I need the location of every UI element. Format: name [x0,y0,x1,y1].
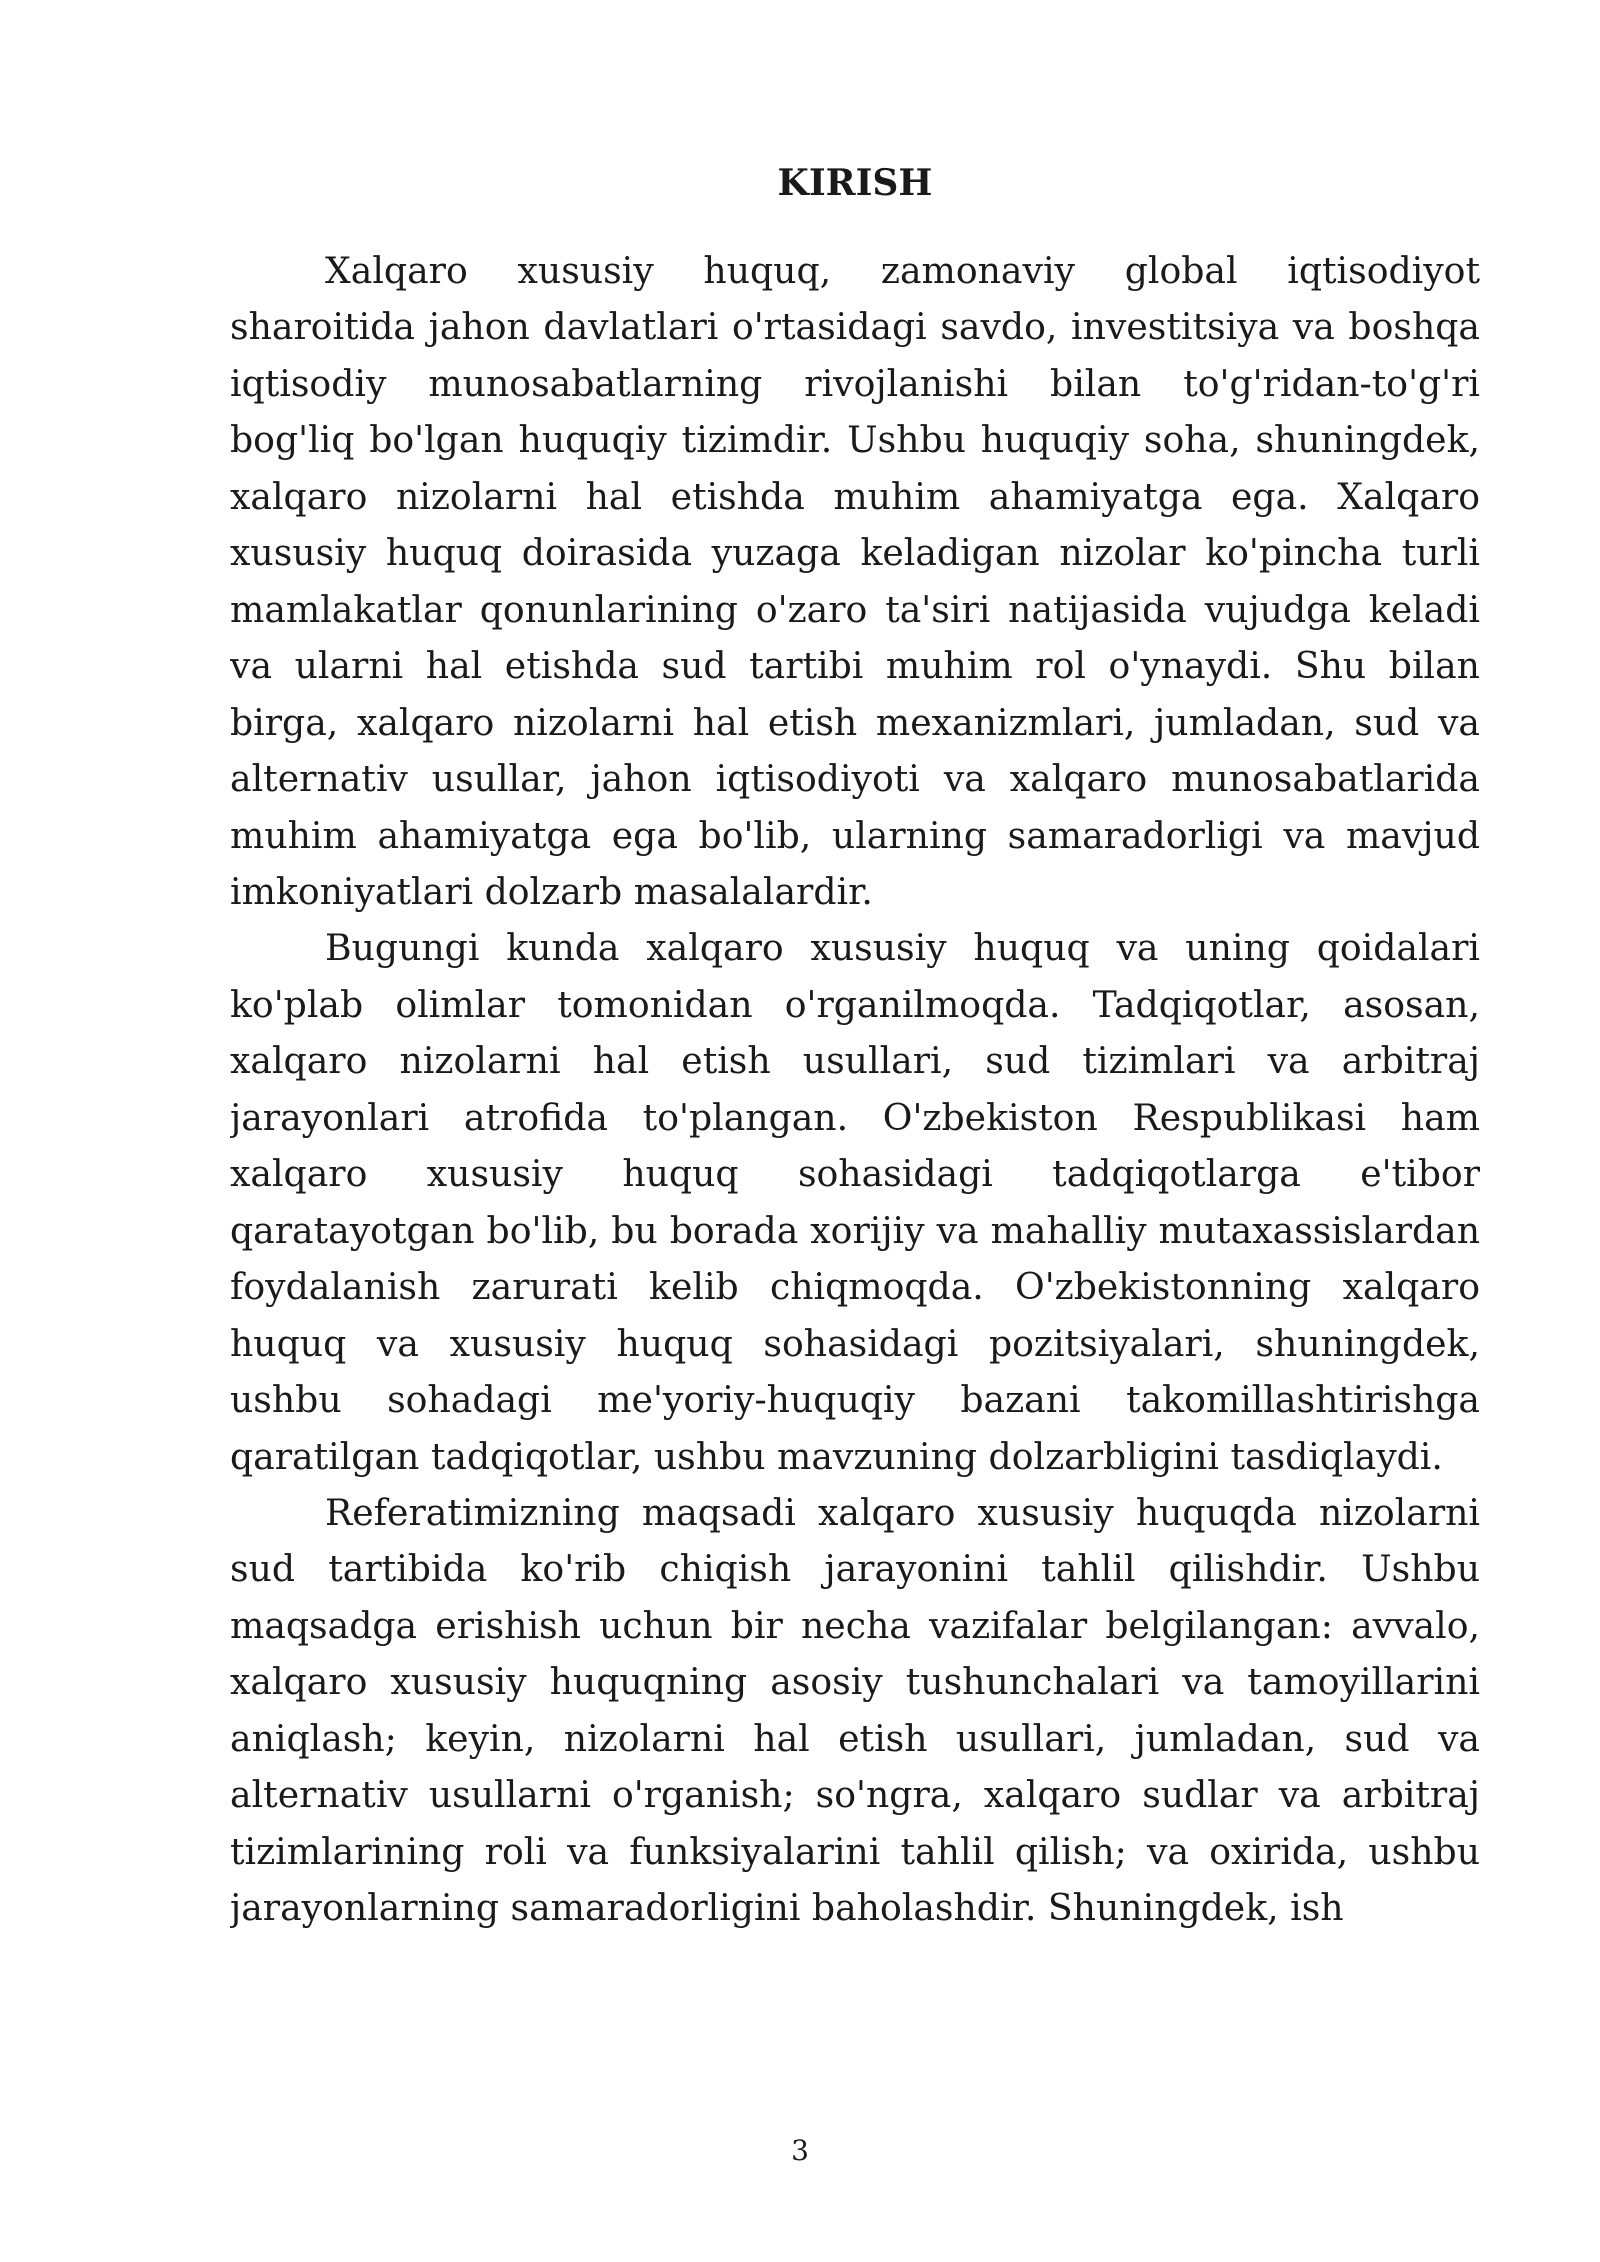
paragraph: Bugungi kunda xalqaro xususiy huquq va uning qoidalari ko'plab olimlar tomonidan o'rganilmoqda. Tadqiqotlar, asosan, xalqaro nizolarni hal etish usullari, sud tizimlari va arbitraj jarayonlari atrofida to'plangan. O'zbekiston Respublikasi ham xalqaro xususiy huquq sohasidagi tadqiqotlarga e'tibor qaratayotgan bo'lib, bu borada xorijiy va mahalliy mutaxassislardan foydalanish zarurati kelib chiqmoqda. O'zbekistonning xalqaro huquq va xususiy huquq sohasidagi pozitsiyalari, shuningdek, ushbu sohadagi me'yoriy-huquqiy bazani takomillashtirishga qaratilgan tadqiqotlar, ushbu mavzuning dolzarbligini tasdiqlaydi. [230,926,1480,1478]
paragraph: Xalqaro xususiy huquq, zamonaviy global iqtisodiyot sharoitida jahon davlatlari o'rtasidagi savdo, investitsiya va boshqa iqtisodiy munosabatlarning rivojlanishi bilan to'g'ridan-to'g'ri bog'liq bo'lgan huquqiy tizimdir. Ushbu huquqiy soha, shuningdek, xalqaro nizolarni hal etishda muhim ahamiyatga ega. Xalqaro xususiy huquq doirasida yuzaga keladigan nizolar ko'pincha turli mamlakatlar qonunlarining o'zaro ta'siri natijasida vujudga keladi va ularni hal etishda sud tartibi muhim rol o'ynaydi. Shu bilan birga, xalqaro nizolarni hal etish mexanizmlari, jumladan, sud va alternativ usullar, jahon iqtisodiyoti va xalqaro munosabatlarida muhim ahamiyatga ega bo'lib, ularning samaradorligi va mavjud imkoniyatlari dolzarb masalalardir. [230,249,1480,913]
page-title: KIRISH [777,162,933,204]
paragraph: Referatimizning maqsadi xalqaro xususiy huquqda nizolarni sud tartibida ko'rib chiqish jarayonini tahlil qilishdir. Ushbu maqsadga erishish uchun bir necha vazifalar belgilangan: avvalo, xalqaro xususiy huquqning asosiy tushunchalari va tamoyillarini aniqlash; keyin, nizolarni hal etish usullari, jumladan, sud va alternativ usullarni o'rganish; so'ngra, xalqaro sudlar va arbitraj tizimlarining roli va funksiyalarini tahlil qilish; va oxirida, ushbu jarayonlarning samaradorligini baholashdir. Shuningdek, ish [230,1490,1480,1930]
body-text [230,243,1480,2063]
page-number: 3 [791,2134,809,2167]
